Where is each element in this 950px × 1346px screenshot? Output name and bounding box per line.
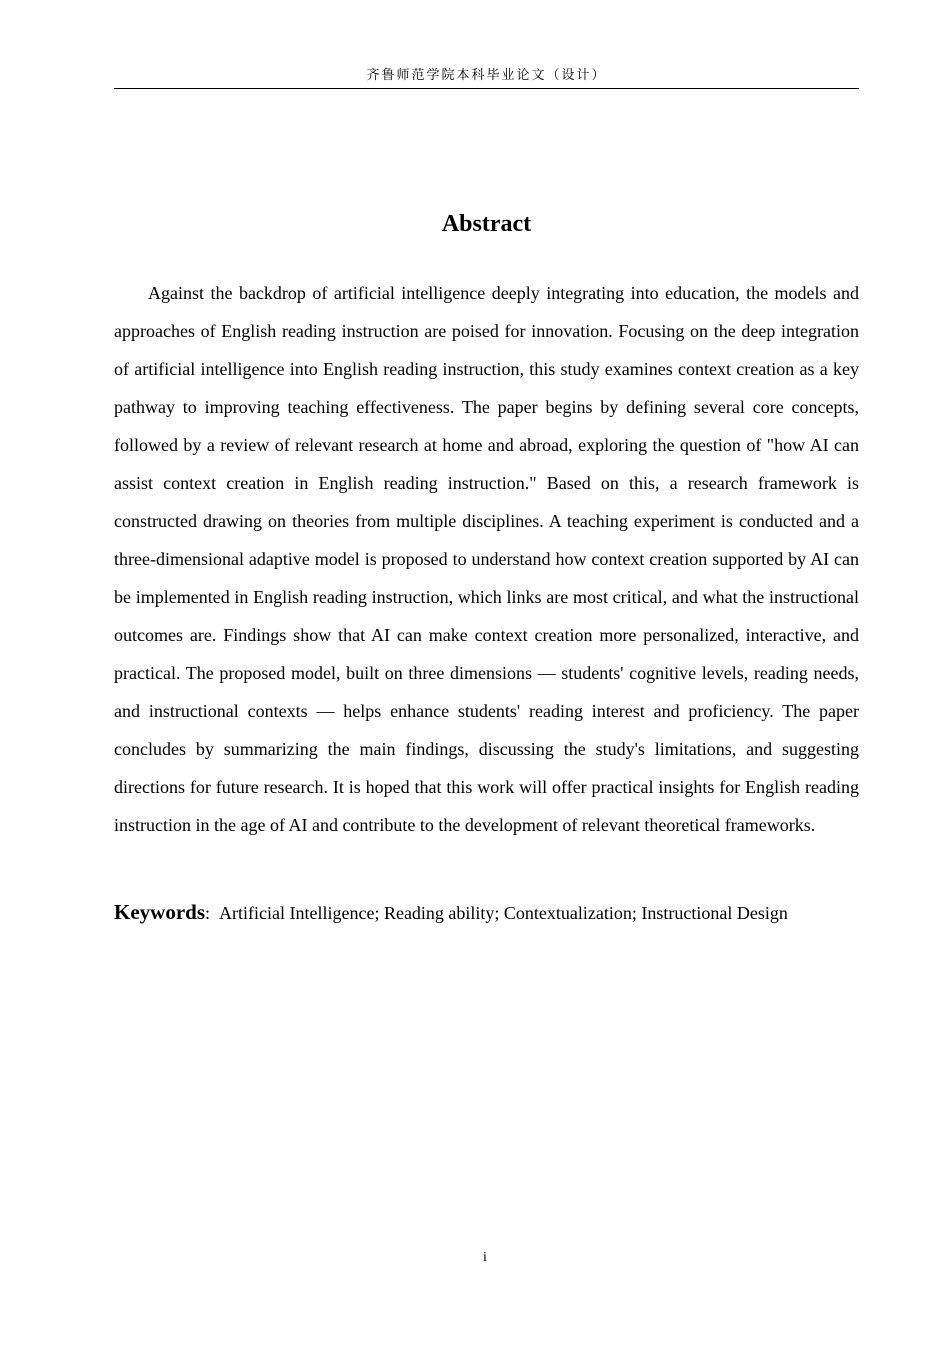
header-text: 齐鲁师范学院本科毕业论文（设计） bbox=[366, 68, 607, 83]
abstract-title: Abstract bbox=[441, 211, 532, 237]
page-header bbox=[114, 66, 859, 89]
keywords-label: Keywords bbox=[114, 900, 205, 924]
abstract-body: Against the backdrop of artificial intelligence deeply integrating into education, the models and approaches of English reading instruction are poised for innovation. Focusing on the deep integration of artificial intelligence into English reading instruction, this study examines context creation as a key pathway to improving teaching effectiveness. The paper begins by defining several core concepts, followed by a review of relevant research at home and abroad, exploring the question of "how AI can assist context creation in English reading instruction." Based on this, a research framework is constructed drawing on theories from multiple disciplines. A teaching experiment is conducted and a three-dimensional adaptive model is proposed to understand how context creation supported by AI can be implemented in English reading instruction, which links are most critical, and what the instructional outcomes are. Findings show that AI can make context creation more personalized, interactive, and practical. The proposed model, built on three dimensions — students' cognitive levels, reading needs, and instructional contexts — helps enhance students' reading interest and proficiency. The paper concludes by summarizing the main findings, discussing the study's limitations, and suggesting directions for future research. It is hoped that this work will offer practical insights for English reading instruction in the age of AI and contribute to the development of relevant theoretical frameworks. bbox=[114, 283, 859, 835]
keywords-separator: : bbox=[205, 903, 211, 923]
page-number: i bbox=[483, 1250, 487, 1265]
keywords-text: Artificial Intelligence; Reading ability; Contextualization; Instructional Design bbox=[219, 903, 788, 923]
keywords-line bbox=[114, 894, 874, 931]
